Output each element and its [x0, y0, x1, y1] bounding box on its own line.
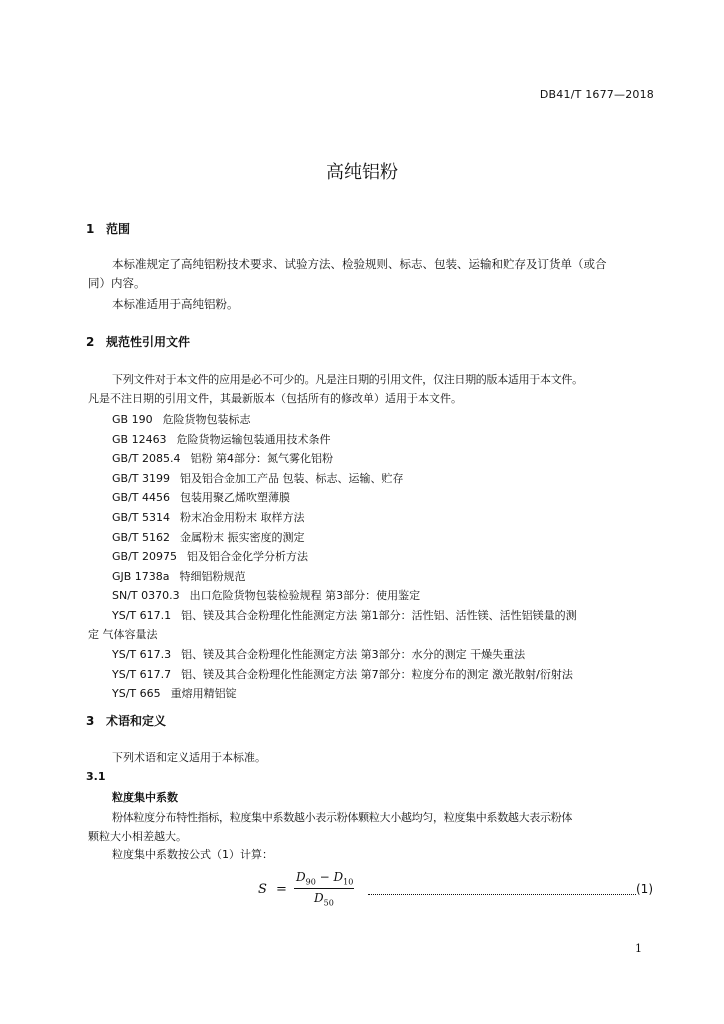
reference-title: 铝及铝合金化学分析方法 — [187, 550, 308, 564]
text-line: 本标准规定了高纯铝粉技术要求、试验方法、检验规则、标志、包装、运输和贮存及订货单（或合 — [112, 257, 607, 271]
term-name: 粒度集中系数 — [112, 791, 178, 804]
reference-code: SN/T 0370.3 — [112, 589, 180, 603]
d10-subscript: 10 — [343, 877, 354, 887]
reference-title: 铝粉 第4部分：氮气雾化铝粉 — [190, 452, 333, 466]
reference-title: 包装用聚乙烯吹塑薄膜 — [180, 491, 290, 505]
dot-leader — [368, 882, 636, 895]
document-title: 高纯铝粉 — [326, 162, 398, 183]
reference-code: GB/T 4456 — [112, 491, 170, 505]
d10-symbol: D — [333, 870, 344, 884]
reference-code: YS/T 617.7 — [112, 667, 172, 681]
section-2-heading — [86, 333, 190, 350]
reference-title: 粉末冶金用粉末 取样方法 — [180, 511, 305, 524]
minus-sign: − — [319, 870, 330, 884]
d50-subscript: 50 — [323, 898, 334, 908]
reference-title: 铝、镁及其合金粉理化性能测定方法 第7部分：粒度分布的测定 激光散射/衍射法 — [181, 667, 573, 681]
formula-denominator — [314, 891, 334, 907]
reference-item — [112, 430, 331, 450]
reference-item — [112, 606, 577, 626]
reference-item — [112, 645, 525, 665]
reference-item — [112, 586, 420, 606]
reference-item — [112, 528, 305, 548]
reference-item — [112, 488, 290, 508]
formula-equals: = — [276, 882, 287, 897]
reference-title: 铝及铝合金加工产品 包装、标志、运输、贮存 — [180, 471, 404, 485]
reference-code: GJB 1738a — [112, 569, 170, 583]
reference-code: YS/T 665 — [112, 687, 161, 701]
reference-title: 危险货物运输包装通用技术条件 — [176, 432, 331, 446]
section-number: 1 — [86, 222, 95, 236]
reference-code: GB/T 5314 — [112, 511, 170, 524]
formula-lhs: S — [258, 882, 267, 897]
reference-code: GB/T 20975 — [112, 550, 177, 564]
d50-symbol: D — [314, 891, 324, 905]
reference-item — [112, 410, 251, 430]
formula-intro: 粒度集中系数按公式（1）计算： — [112, 848, 273, 861]
reference-item — [112, 547, 308, 567]
d90-symbol: D — [296, 870, 306, 884]
section-number: 2 — [86, 335, 95, 349]
scope-paragraph-2: 本标准适用于高纯铝粉。 — [112, 297, 239, 311]
reference-title: 重熔用精铝锭 — [170, 687, 237, 701]
reference-code: GB/T 5162 — [112, 530, 170, 544]
scope-paragraph-1 — [88, 254, 658, 274]
fraction-bar — [294, 888, 354, 889]
reference-code: GB/T 2085.4 — [112, 452, 181, 466]
reference-code: GB 12463 — [112, 432, 167, 446]
reference-title: 特细铝粉规范 — [179, 569, 246, 583]
reference-code: GB 190 — [112, 413, 153, 426]
reference-title: 金属粉末 振实密度的测定 — [180, 530, 305, 544]
section-1-heading — [86, 220, 130, 237]
reference-item — [112, 684, 237, 704]
reference-title: 出口危险货物包装检验规程 第3部分：使用鉴定 — [189, 589, 421, 603]
d90-subscript: 90 — [305, 877, 316, 887]
page-number: 1 — [635, 942, 642, 955]
terms-intro: 下列术语和定义适用于本标准。 — [112, 751, 266, 764]
scope-paragraph-1-wrap: 同）内容。 — [88, 276, 146, 290]
reference-code: GB/T 3199 — [112, 471, 170, 485]
standard-code: DB41/T 1677—2018 — [539, 88, 654, 101]
reference-item — [112, 567, 246, 587]
reference-title: 铝、镁及其合金粉理化性能测定方法 第1部分：活性铝、活性镁、活性铝镁量的测 — [181, 609, 577, 622]
reference-code: YS/T 617.3 — [112, 648, 172, 662]
formula-numerator — [296, 870, 353, 886]
section-3-heading — [86, 712, 166, 729]
reference-item — [112, 469, 404, 489]
section-title: 规范性引用文件 — [106, 335, 191, 349]
references-intro-line-2: 凡是不注日期的引用文件，其最新版本（包括所有的修改单）适用于本文件。 — [88, 392, 462, 405]
references-intro-line-1: 下列文件对于本文件的应用是必不可少的。凡是注日期的引用文件，仅注日期的版本适用于本文件。 — [112, 373, 583, 386]
section-number: 3 — [86, 714, 95, 728]
section-title: 术语和定义 — [106, 714, 167, 728]
term-definition-line-1: 粉体粒度分布特性指标，粒度集中系数越小表示粉体颗粒大小越均匀，粒度集中系数越大表示粉体 — [112, 811, 573, 824]
reference-item-wrap: 定 气体容量法 — [88, 627, 158, 641]
term-definition-line-2: 颗粒大小相差越大。 — [88, 830, 187, 843]
reference-item — [112, 508, 305, 528]
reference-title: 铝、镁及其合金粉理化性能测定方法 第3部分：水分的测定 干燥失重法 — [181, 648, 526, 662]
formula-label: (1) — [636, 882, 653, 896]
section-title: 范围 — [106, 222, 131, 236]
reference-code: YS/T 617.1 — [112, 609, 172, 622]
reference-item — [112, 449, 333, 469]
reference-item — [112, 665, 573, 685]
formula-1 — [258, 868, 658, 918]
reference-title: 危险货物包装标志 — [162, 413, 251, 426]
subsection-number: 3.1 — [86, 770, 106, 783]
